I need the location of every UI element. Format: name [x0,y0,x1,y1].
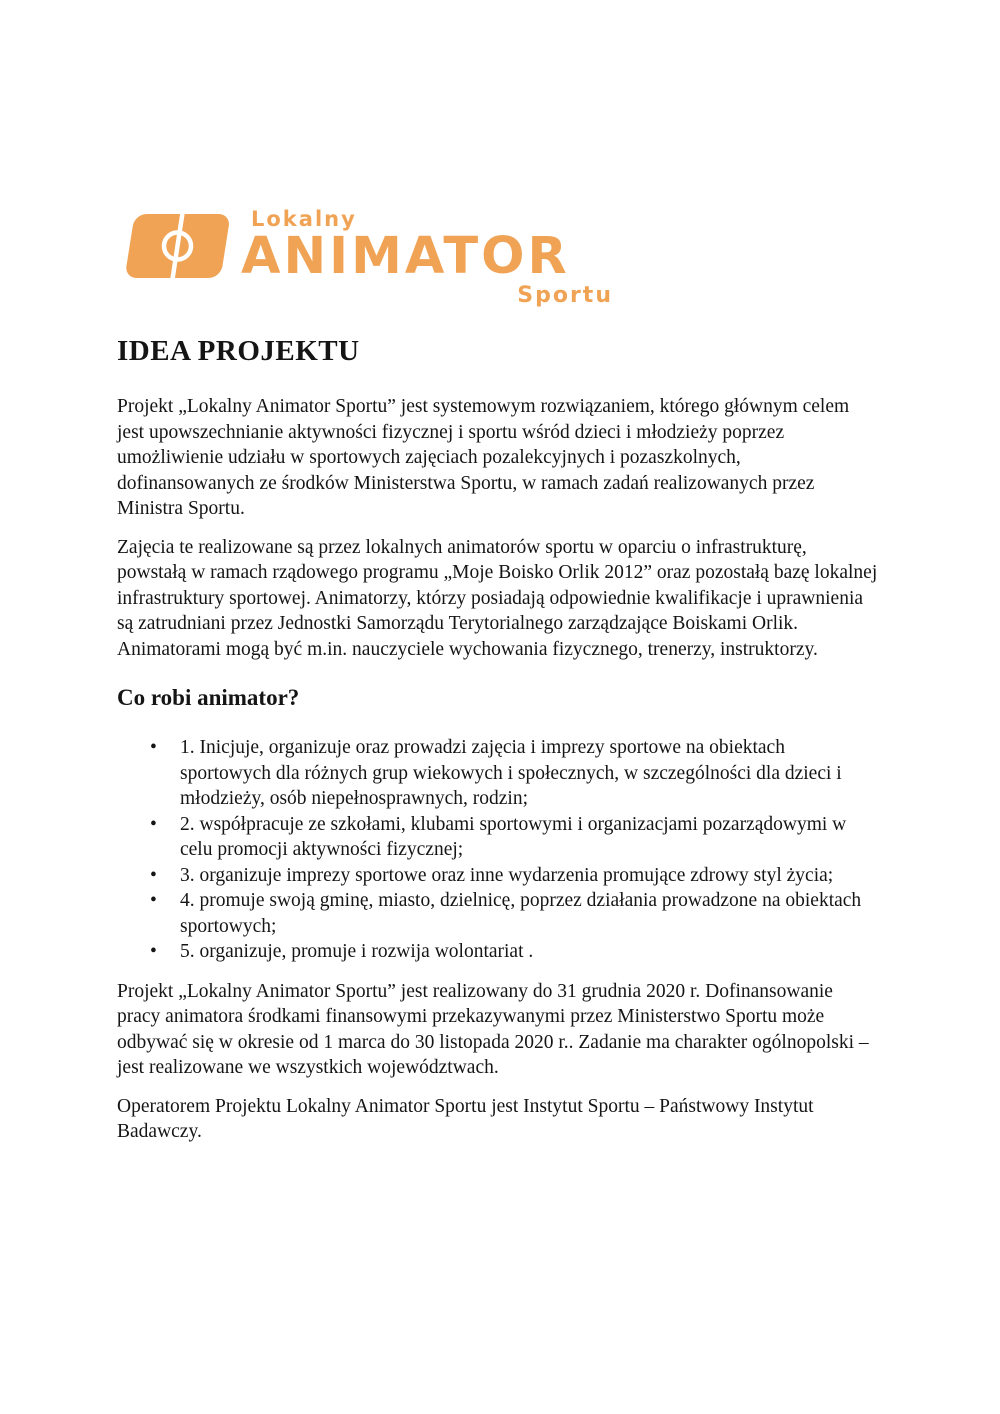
list-item-1: • 1. Inicjuje, organizuje oraz prowadzi zajęcia i imprezy sportowe na obiektach sportowych dla różnych grup wiekowych i społecznych, w szczególności dla dzieci i młodzieży, osób niepełnosprawnych, rodzin; [117,735,880,812]
logo-wordmark [241,207,613,307]
paragraph-zajecia: Zajęcia te realizowane są przez lokalnych animatorów sportu w oparciu o infrastrukturę, powstałą w ramach rządowego programu „Moje Boisko Orlik 2012” oraz pozostałą bazę lokalnej infrastruktury sportowej. Animatorzy, którzy posiadają odpowiednie kwalifikacje i uprawnienia są zatrudniani przez Jednostki Samorządu Terytorialnego zarządzające Boiskami Orlik. Animatorami mogą być m.in. nauczyciele wychowania fizycznego, trenerzy, instruktorzy. [117,536,878,660]
list-item-2: • 2. współpracuje ze szkołami, klubami sportowymi i organizacjami pozarządowymi w celu promocji aktywności fizycznej; [117,812,880,863]
logo [121,207,880,308]
list-item-4: • 4. promuje swoją gminę, miasto, dzielnicę, poprzez działania prowadzone na obiektach sportowych; [117,888,880,939]
animator-duties-list [117,735,880,965]
paragraph-realizacja: Projekt „Lokalny Animator Sportu” jest realizowany do 31 grudnia 2020 r. Dofinansowanie pracy animatora środkami finansowymi przekazywanymi przez Ministerstwo Sportu może odbywać się w okresie od 1 marca do 30 listopada 2020 r.. Zadanie ma charakter ogólnopolski – jest realizowane we wszystkich województwach. [117,980,869,1078]
list-item-3: • 3. organizuje imprezy sportowe oraz inne wydarzenia promujące zdrowy styl życia; [117,863,880,889]
subheading-co-robi-animator: Co robi animator? [117,685,300,710]
list-item-5: • 5. organizuje, promuje i rozwija wolontariat . [117,939,880,965]
football-pitch-icon [121,212,233,285]
logo-text-animator: ANIMATOR [241,227,570,286]
paragraph-project-intro: Projekt „Lokalny Animator Sportu” jest systemowym rozwiązaniem, którego głównym celem jest upowszechnianie aktywności fizycznej i sportu wśród dzieci i młodzieży poprzez umożliwienie udziału w sportowych zajęciach pozalekcyjnych i pozaszkolnych, dofinansowanych ze środków Ministerstwa Sportu, w ramach zadań realizowanych przez Ministra Sportu. [117,396,850,519]
logo-text-sportu: Sportu [517,283,613,308]
document-content [117,335,880,1145]
page-title: IDEA PROJEKTU [117,335,360,367]
paragraph-operator: Operatorem Projektu Lokalny Animator Sportu jest Instytut Sportu – Państwowy Instytut Badawczy. [117,1095,814,1142]
logo-text-lokalny: Lokalny [251,207,357,231]
